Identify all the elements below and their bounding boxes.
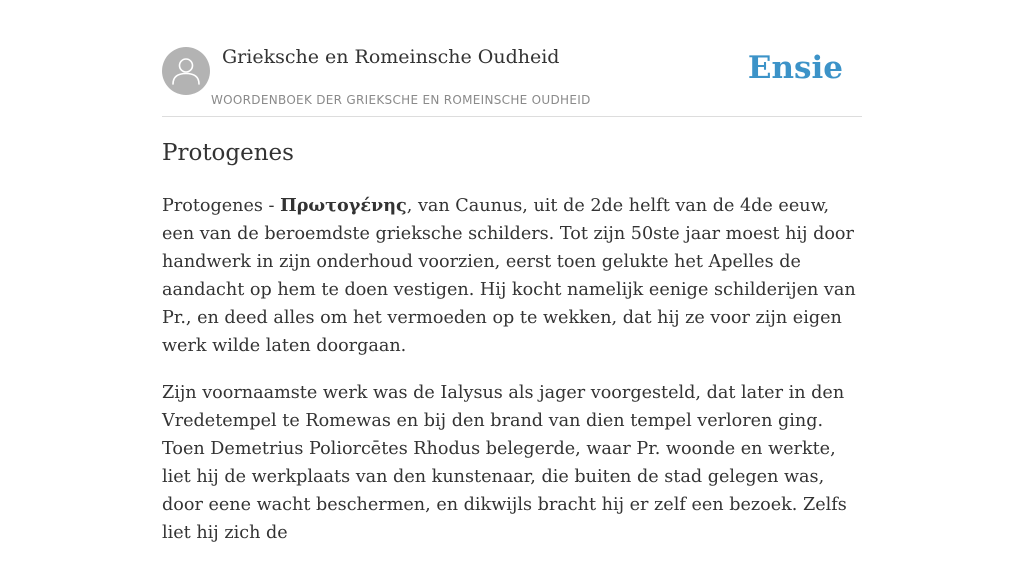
entry-paragraph [162, 192, 862, 360]
greek-name: Πρωτογένης [280, 195, 407, 216]
ensie-logo-link[interactable]: Ensie [747, 50, 843, 86]
entry-paragraph: Zijn voornaamste werk was de Ialysus als jager voorgesteld, dat later in den Vredetempel te Romewas en bij den brand van dien tempel verloren ging. Toen Demetrius Poliorcētes Rhodus belegerde, waar Pr. woonde en werkte, liet hij de werkplaats van den kunstenaar, die buiten de stad gelegen was, door eene wacht beschermen, en dikwijls bracht hij er zelf een bezoek. Zelfs liet hij zich de [162, 383, 847, 543]
source-header [162, 0, 862, 117]
entry-lemma: Protogenes - [162, 196, 281, 216]
entry-paragraph-text: , van Caunus, uit de 2de helft van de 4de eeuw, een van de beroemdste grieksche schilders. Tot zijn 50ste jaar moest hij door handwerk in zijn onderhoud voorzien, eerst toen gelukte het Apelles de aandacht op hem te doen vestigen. Hij kocht namelijk eenige schilderijen van Pr., en deed alles om het vermoeden op te wekken, dat hij ze voor zijn eigen werk wilde laten doorgaan. [162, 196, 856, 356]
user-silhouette-icon [162, 47, 210, 95]
page-container [162, 0, 862, 543]
source-subtitle[interactable]: WOORDENBOEK DER GRIEKSCHE EN ROMEINSCHE OUDHEID [211, 93, 591, 107]
entry-title: Protogenes [162, 140, 294, 166]
entry-body [162, 192, 862, 566]
source-title[interactable]: Grieksche en Romeinsche Oudheid [222, 46, 560, 68]
avatar[interactable] [162, 47, 210, 95]
